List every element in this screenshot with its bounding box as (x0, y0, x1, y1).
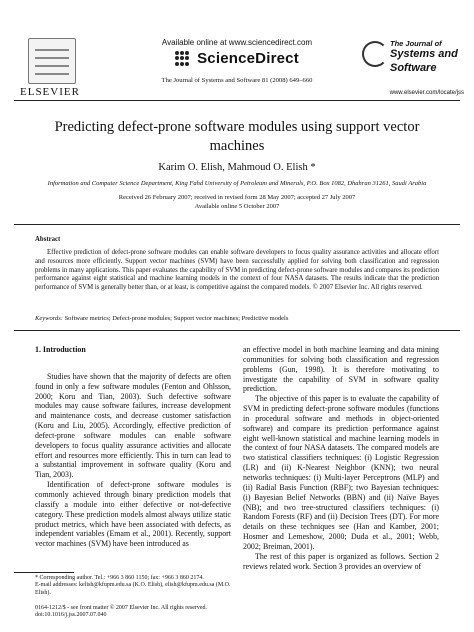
left-column (35, 345, 231, 549)
header-divider (14, 100, 460, 101)
keywords-list: Software metrics; Defect-prone modules; Support vector machines; Predictive models (64, 315, 289, 322)
sciencedirect-name: ScienceDirect (197, 50, 299, 67)
footnote-divider (14, 572, 74, 573)
journal-swirl-icon (362, 41, 388, 67)
paragraph: Studies have shown that the majority of defects are often found in only a few software modules (Fenton and Ohlsson, 2000; Koru and Tian, 2003). Such defective software modules may cause software failures, increase development and maintenance costs, and decrease customer satisfaction (Koru and Liu, 2005). Accordingly, effective prediction of defect-prone software modules can enable software developers to focus quality assurance activities and allocate effort and resources more efficiently. This in turn can lead to a substantial improvement in software quality (Koru and Tian, 2003). (35, 371, 231, 480)
issn-line: 0164-1212/$ - see front matter © 2007 Elsevier Inc. All rights reserved. (35, 605, 208, 611)
publisher-name: ELSEVIER (20, 86, 80, 98)
sciencedirect-logo (130, 50, 344, 67)
keywords (35, 315, 439, 322)
paragraph: an effective model in both machine learning and data mining communities for solving both classification and regression problems (Gun, 1998). It is therefore motivating to investigate the capability of SVM in software quality prediction. (243, 345, 439, 394)
journal-header (130, 38, 344, 84)
article-dates (40, 193, 434, 211)
available-online-date: Available online 5 October 2007 (194, 203, 280, 210)
authors: Karim O. Elish, Mahmoud O. Elish * (158, 162, 316, 173)
doi-line[interactable]: doi:10.1016/j.jss.2007.07.040 (35, 612, 107, 619)
footnotes (35, 575, 231, 597)
journal-brand-line: Software (390, 62, 437, 74)
front-matter (35, 605, 231, 620)
affiliation: Information and Computer Science Department, King Fahd University of Petroleum and Minerals, P.O. Box 1082, Dhahran 31261, Saudi Arabia (47, 180, 427, 187)
email-addresses: E-mail addresses: kelish@kfupm.edu.sa (K.O. Elish), elish@kfupm.edu.sa (M.O. Elish). (35, 582, 231, 596)
paragraph: Identification of defect-prone software modules is commonly achieved through binary prediction models that classify a module into either defective or not-defective category. These prediction models almost always utilize static product metrics, which have been associated with defects, as independent variables (Emam et al., 2001). Recently, support vector machines (SVM) have been introduced as (35, 480, 231, 549)
abstract-top-divider (14, 224, 460, 225)
received-dates: Received 26 February 2007; received in revised form 28 May 2007; accepted 27 July 2007 (118, 194, 356, 201)
paragraph: The objective of this paper is to evaluate the capability of SVM in predicting defect-prone software modules (functions in procedural software and methods in object-oriented software) and compare its prediction performance against eight well-known statistical and machine learning models in the context of four NASA datasets. The compared models are two statistical classifiers techniques: (i) Logistic Regression (LR) and (ii) K-Nearest Neighbor (KNN); two neural networks techniques: (i) Multi-layer Perceptrons (MLP) and (ii) Radial Basis Function (RBF); two Bayesian techniques: (i) Bayesian Belief Networks (BBN) and (ii) Naïve Bayes (NB); and two tree-structured classifiers techniques: (i) Random Forests (RF) and (ii) Decision Trees (DT). For more details on these techniques see (Han and Kamber, 2001; Hosmer and Lemeshow, 2000; Duda et al., 2001; Webb, 2002; Breiman, 2001). (243, 394, 439, 551)
corresponding-author: * Corresponding author. Tel.: +966 3 860 1150; fax: +966 3 860 2174. (35, 575, 204, 581)
journal-brand-logo (360, 38, 464, 86)
journal-brand-line: Systems and (390, 48, 458, 60)
paragraph: The rest of this paper is organized as follows. Section 2 reviews related work. Section 3 provides an overview of (243, 551, 439, 571)
abstract-bottom-divider (14, 330, 460, 331)
journal-citation: The Journal of Systems and Software 81 (2008) 649–660 (161, 77, 313, 84)
online-availability: Available online at www.sciencedirect.com (161, 38, 313, 47)
journal-url[interactable]: www.elsevier.com/locate/jss (389, 90, 464, 96)
section-heading: 1. Introduction (35, 345, 86, 354)
article-title: Predicting defect-prone software modules using support vector machines (54, 119, 420, 154)
journal-brand-line: The Journal of (390, 39, 442, 48)
elsevier-tree-icon (28, 38, 76, 84)
elsevier-logo (14, 38, 88, 96)
abstract-heading: Abstract (35, 236, 61, 243)
abstract-text: Effective prediction of defect-prone software modules can enable software developers to focus quality assurance activities and allocate effort and resources more efficiently. Support vector machines (SVM) have been successfully applied for solving both classification and regression problems in many applications. This paper evaluates the capability of SVM in predicting defect-prone software modules and compares its prediction performance against eight statistical and machine learning models in the context of four NASA datasets. The results indicate that the prediction performance of SVM is generally better than, or at least, is competitive against the compared models. © 2007 Elsevier Inc. All rights reserved. (35, 249, 439, 292)
keywords-label: Keywords: (35, 315, 63, 322)
right-column (243, 345, 439, 571)
sciencedirect-dots-icon (175, 51, 191, 67)
